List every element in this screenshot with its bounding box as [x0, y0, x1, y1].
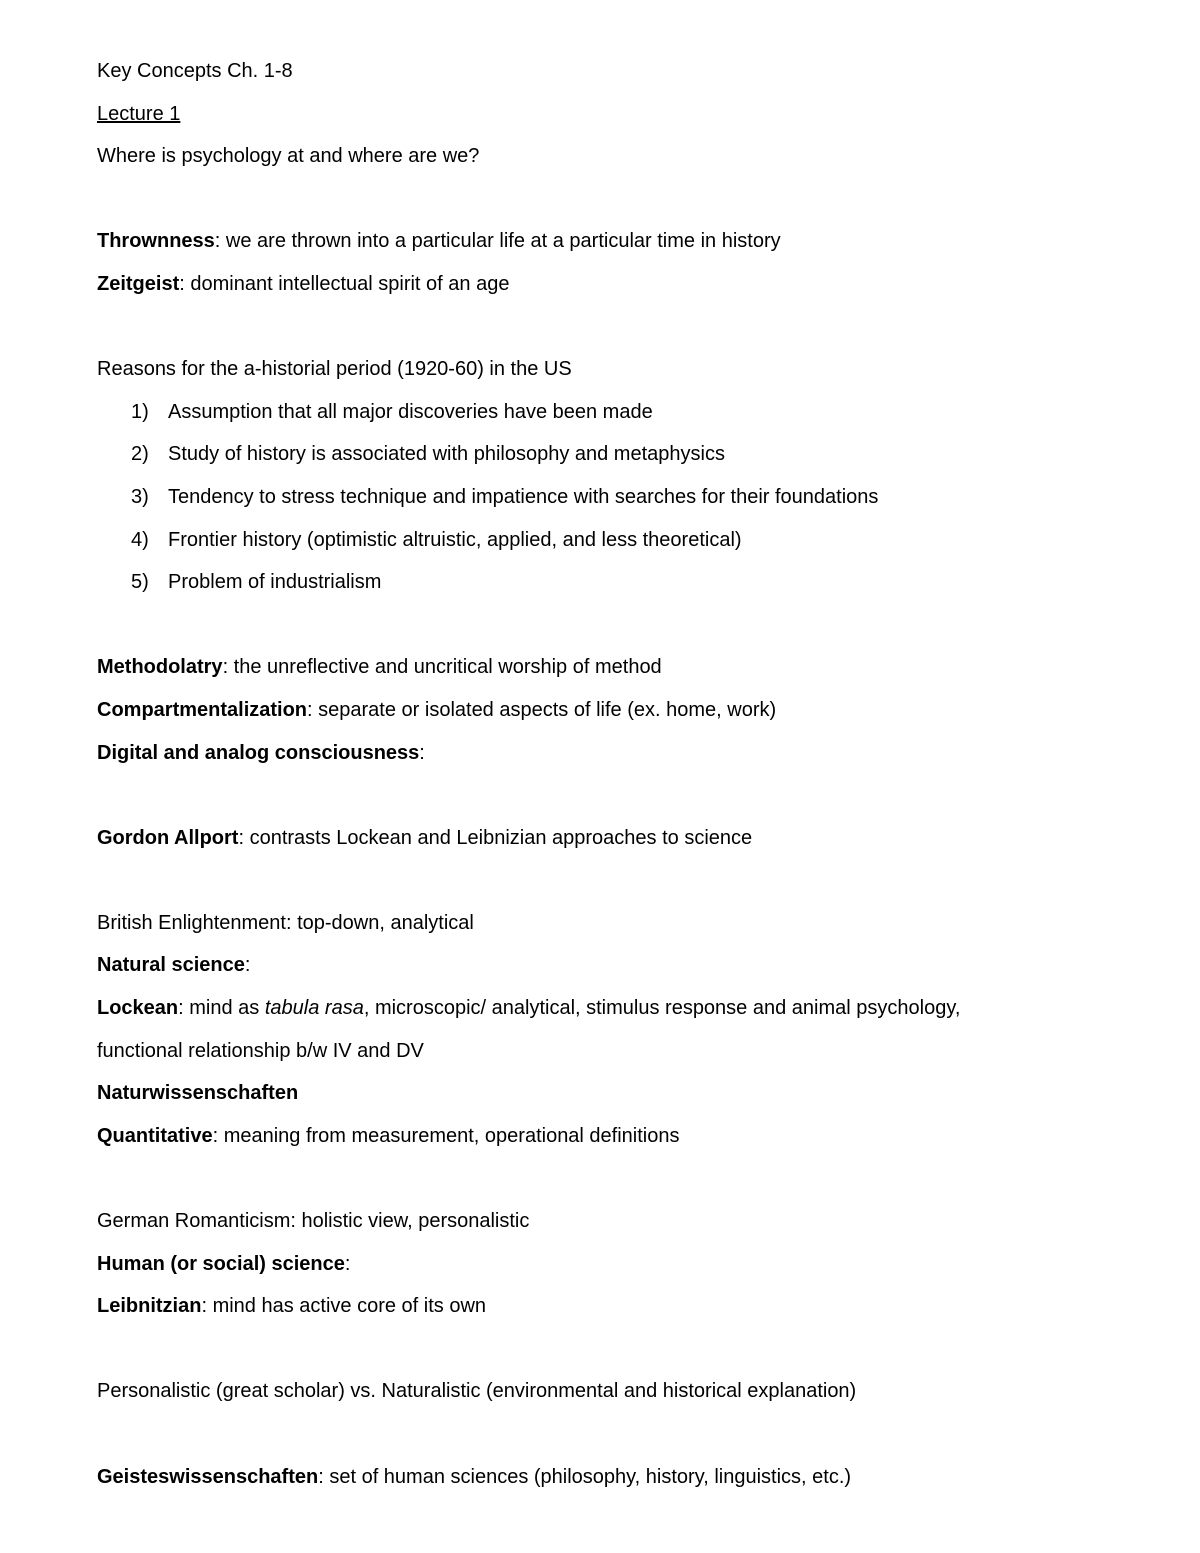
lecture-heading — [97, 99, 1117, 142]
list-item — [97, 397, 1117, 440]
list-text: Problem of industrialism — [168, 571, 382, 594]
definition-quantitative — [97, 1121, 1117, 1164]
term: Zeitgeist — [97, 272, 180, 295]
definition-lockean-continued: functional relationship b/w IV and DV — [97, 1039, 424, 1062]
reasons-heading: Reasons for the a-historial period (1920-60) in the US — [97, 358, 572, 381]
definition: : — [244, 954, 251, 977]
spacer — [97, 865, 1117, 908]
german-romanticism: German Romanticism: holistic view, personalistic — [97, 1210, 530, 1233]
document-page — [97, 56, 1117, 1504]
definition-digital-analog — [97, 738, 1117, 781]
list-number: 4) — [131, 528, 149, 551]
list-text: Study of history is associated with philosophy and metaphysics — [168, 443, 725, 466]
definition-leibnitzian — [97, 1291, 1117, 1334]
spacer — [97, 610, 1117, 653]
term: Leibnitzian — [97, 1295, 202, 1318]
term: Human (or social) science — [97, 1252, 345, 1275]
term: Natural science — [97, 954, 245, 977]
definition: : — [419, 741, 425, 764]
definition-human-science — [97, 1249, 1117, 1292]
list-number: 1) — [131, 400, 149, 423]
definition: : separate or isolated aspects of life (ex. home, work) — [307, 698, 777, 721]
personalistic-vs-naturalistic: Personalistic (great scholar) vs. Naturalistic (environmental and historical explanation) — [97, 1380, 857, 1403]
definition: : the unreflective and uncritical worship of method — [222, 656, 662, 679]
term: Digital and analog consciousness — [97, 741, 420, 764]
british-enlightenment: British Enlightenment: top-down, analytical — [97, 911, 474, 934]
definition: : we are thrown into a particular life at a particular time in history — [214, 230, 781, 253]
definition-post: , microscopic/ analytical, stimulus response and animal psychology, — [363, 997, 961, 1020]
definition: : contrasts Lockean and Leibnizian approaches to science — [238, 826, 753, 849]
definition-natural-science — [97, 950, 1117, 993]
term: Compartmentalization — [97, 698, 308, 721]
definition: : set of human sciences (philosophy, history, linguistics, etc.) — [318, 1465, 852, 1488]
list-item — [97, 567, 1117, 610]
spacer — [97, 184, 1117, 227]
definition-allport — [97, 823, 1117, 866]
spacer — [97, 1419, 1117, 1462]
lecture-heading-text: Lecture 1 — [97, 102, 181, 125]
list-item — [97, 439, 1117, 482]
list-item — [97, 482, 1117, 525]
list-number: 3) — [131, 485, 149, 508]
definition: : meaning from measurement, operational definitions — [212, 1124, 680, 1147]
document-title: Key Concepts Ch. 1-8 — [97, 60, 293, 82]
spacer — [97, 312, 1117, 355]
definition-italic: tabula rasa — [264, 997, 364, 1020]
list-number: 5) — [131, 571, 149, 594]
definition: : — [344, 1252, 351, 1275]
definition-methodolatry — [97, 652, 1117, 695]
list-text: Frontier history (optimistic altruistic, applied, and less theoretical) — [168, 528, 742, 551]
spacer — [97, 1163, 1117, 1206]
list-item — [97, 525, 1117, 568]
term: Thrownness — [97, 230, 215, 253]
definition-pre: : mind as — [178, 997, 265, 1020]
list-number: 2) — [131, 443, 149, 466]
term: Methodolatry — [97, 656, 223, 679]
definition-zeitgeist — [97, 269, 1117, 312]
definition-geisteswissenschaften — [97, 1462, 1117, 1505]
definition-thrownness — [97, 226, 1117, 269]
definition: : dominant intellectual spirit of an age — [179, 272, 510, 295]
list-text: Assumption that all major discoveries have been made — [168, 400, 653, 423]
definition: : mind has active core of its own — [201, 1295, 487, 1318]
term: Lockean — [97, 997, 179, 1020]
term: Geisteswissenschaften — [97, 1465, 319, 1488]
term: Quantitative — [97, 1124, 213, 1147]
spacer — [97, 1334, 1117, 1377]
definition-compartmentalization — [97, 695, 1117, 738]
definition-lockean — [97, 993, 1117, 1036]
naturwissenschaften: Naturwissenschaften — [97, 1082, 299, 1105]
spacer — [97, 780, 1117, 823]
term: Gordon Allport — [97, 826, 239, 849]
list-text: Tendency to stress technique and impatience with searches for their foundations — [168, 485, 879, 508]
intro-question: Where is psychology at and where are we? — [97, 145, 480, 168]
